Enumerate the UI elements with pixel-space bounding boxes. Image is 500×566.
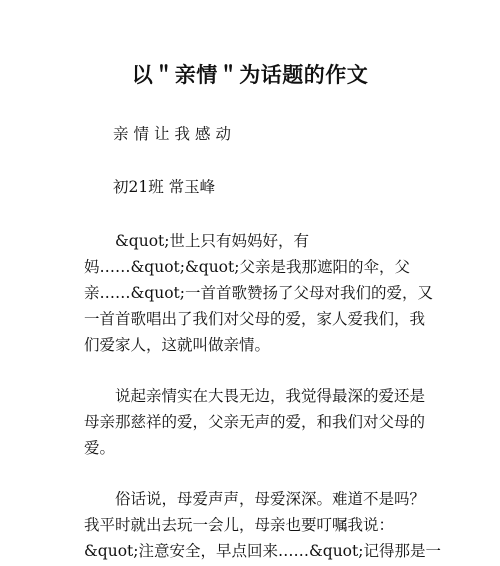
paragraph-3 [84, 486, 441, 564]
paragraph-line: 说起亲情实在大畏无边，我觉得最深的爱还是 [84, 387, 426, 405]
paragraph-line: 们爱家人，这就叫做亲情。 [84, 336, 271, 354]
paragraph-line: &quot;注意安全，早点回来……&quot;记得那是一 [84, 542, 441, 560]
paragraph-1 [84, 228, 433, 358]
paragraph-2 [84, 383, 426, 461]
paragraph-line: 爱。 [84, 439, 116, 457]
paragraph-line: 我平时就出去玩一会儿，母亲也要叮嘱我说： [84, 516, 395, 534]
paragraph-line: &quot;世上只有妈妈好，有 [84, 232, 309, 250]
document-title: 以＂亲情＂为话题的作文 [131, 63, 369, 87]
paragraph-line: 一首首歌唱出了我们对父母的爱，家人爱我们，我 [84, 310, 426, 328]
author-byline: 初21班 常玉峰 [113, 178, 216, 196]
paragraph-line: 母亲那慈祥的爱，父亲无声的爱，和我们对父母的 [84, 413, 426, 431]
paragraph-line: 俗话说，母爱声声，母爱深深。难道不是吗？ [84, 490, 426, 508]
paragraph-line: 妈……&quot;&quot;父亲是我那遮阳的伞，父 [84, 258, 410, 276]
paragraph-line: 亲……&quot;一首首歌赞扬了父母对我们的爱，又 [84, 284, 433, 302]
document-subtitle: 亲情让我感动 [113, 125, 237, 143]
